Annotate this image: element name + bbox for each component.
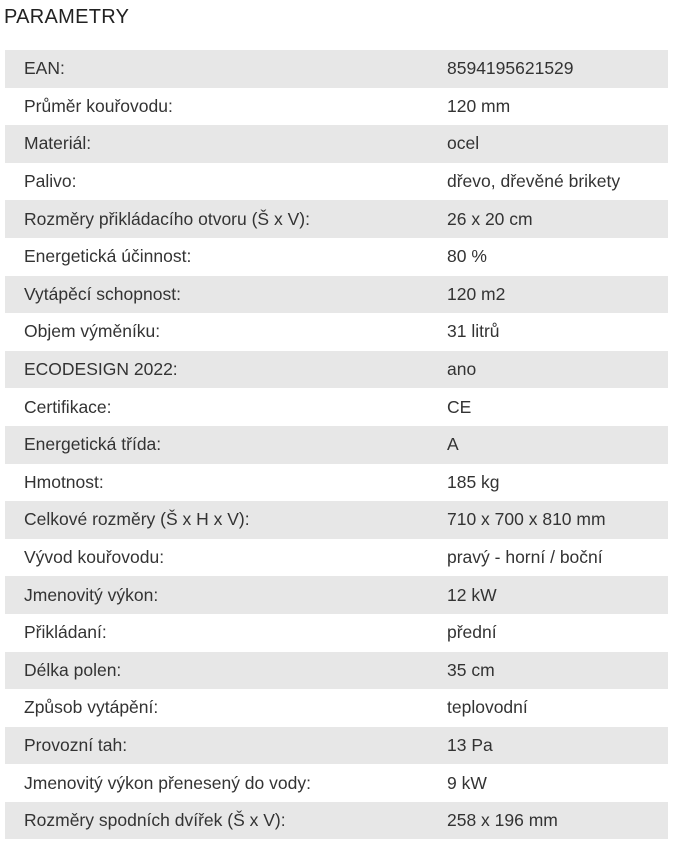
table-row [5, 388, 668, 426]
parameter-value: 120 mm [447, 95, 511, 116]
parameter-value: 80 % [447, 246, 487, 267]
parameter-value: A [427, 426, 668, 464]
parameter-value: přední [447, 622, 497, 643]
parameter-value: 258 x 196 mm [427, 802, 668, 840]
table-row [5, 501, 668, 539]
table-row [5, 163, 668, 201]
parameter-value: 13 Pa [427, 727, 668, 765]
parameter-value: 26 x 20 cm [427, 200, 668, 238]
parameter-label: Materiál: [5, 125, 427, 163]
table-row [5, 802, 668, 840]
parameter-label: Hmotnost: [24, 471, 104, 492]
parameter-label: ECODESIGN 2022: [5, 351, 427, 389]
parameter-value: 35 cm [427, 652, 668, 690]
parameter-value: 12 kW [427, 576, 668, 614]
parameter-value: 31 litrů [447, 321, 500, 342]
parameter-label: Způsob vytápění: [24, 697, 159, 718]
parameter-label: Provozní tah: [5, 727, 427, 765]
parameter-label: EAN: [5, 50, 427, 88]
table-row [5, 464, 668, 502]
parameter-value: 120 m2 [427, 276, 668, 314]
table-row [5, 276, 668, 314]
table-row [5, 764, 668, 802]
parameter-label: Celkové rozměry (Š x H x V): [5, 501, 427, 539]
parameter-value: 9 kW [447, 772, 487, 793]
section-title: PARAMETRY [4, 6, 130, 28]
parameter-value: 185 kg [447, 471, 500, 492]
parameter-label: Průměr kouřovodu: [24, 95, 173, 116]
parameter-label: Délka polen: [5, 652, 427, 690]
parameter-label: Energetická účinnost: [24, 246, 192, 267]
table-row [5, 652, 668, 690]
table-row [5, 313, 668, 351]
parameter-label: Rozměry přikládacího otvoru (Š x V): [5, 200, 427, 238]
parameter-label: Přikládaní: [24, 622, 107, 643]
parameter-value: CE [447, 396, 472, 417]
table-row [5, 88, 668, 126]
parameter-label: Vytápěcí schopnost: [5, 276, 427, 314]
parameter-value: teplovodní [447, 697, 528, 718]
parameter-label: Rozměry spodních dvířek (Š x V): [5, 802, 427, 840]
table-row [5, 727, 668, 765]
parameter-value: dřevo, dřevěné brikety [447, 171, 621, 192]
parameter-value: 710 x 700 x 810 mm [427, 501, 668, 539]
table-row [5, 576, 668, 614]
table-row [5, 614, 668, 652]
table-row [5, 50, 668, 88]
parameter-value: pravý - horní / boční [447, 547, 603, 568]
table-row [5, 238, 668, 276]
table-row [5, 125, 668, 163]
parameter-label: Certifikace: [24, 396, 112, 417]
parameter-label: Energetická třída: [5, 426, 427, 464]
parameter-value: 8594195621529 [427, 50, 668, 88]
parameters-table [5, 50, 668, 839]
parameter-label: Jmenovitý výkon: [5, 576, 427, 614]
parameter-label: Vývod kouřovodu: [24, 547, 165, 568]
parameter-label: Objem výměníku: [24, 321, 161, 342]
table-row [5, 351, 668, 389]
table-row [5, 200, 668, 238]
table-row [5, 689, 668, 727]
parameter-value: ano [427, 351, 668, 389]
parameter-label: Jmenovitý výkon přenesený do vody: [24, 772, 311, 793]
parameter-value: ocel [427, 125, 668, 163]
parameter-label: Palivo: [24, 171, 77, 192]
table-row [5, 426, 668, 464]
table-row [5, 539, 668, 577]
